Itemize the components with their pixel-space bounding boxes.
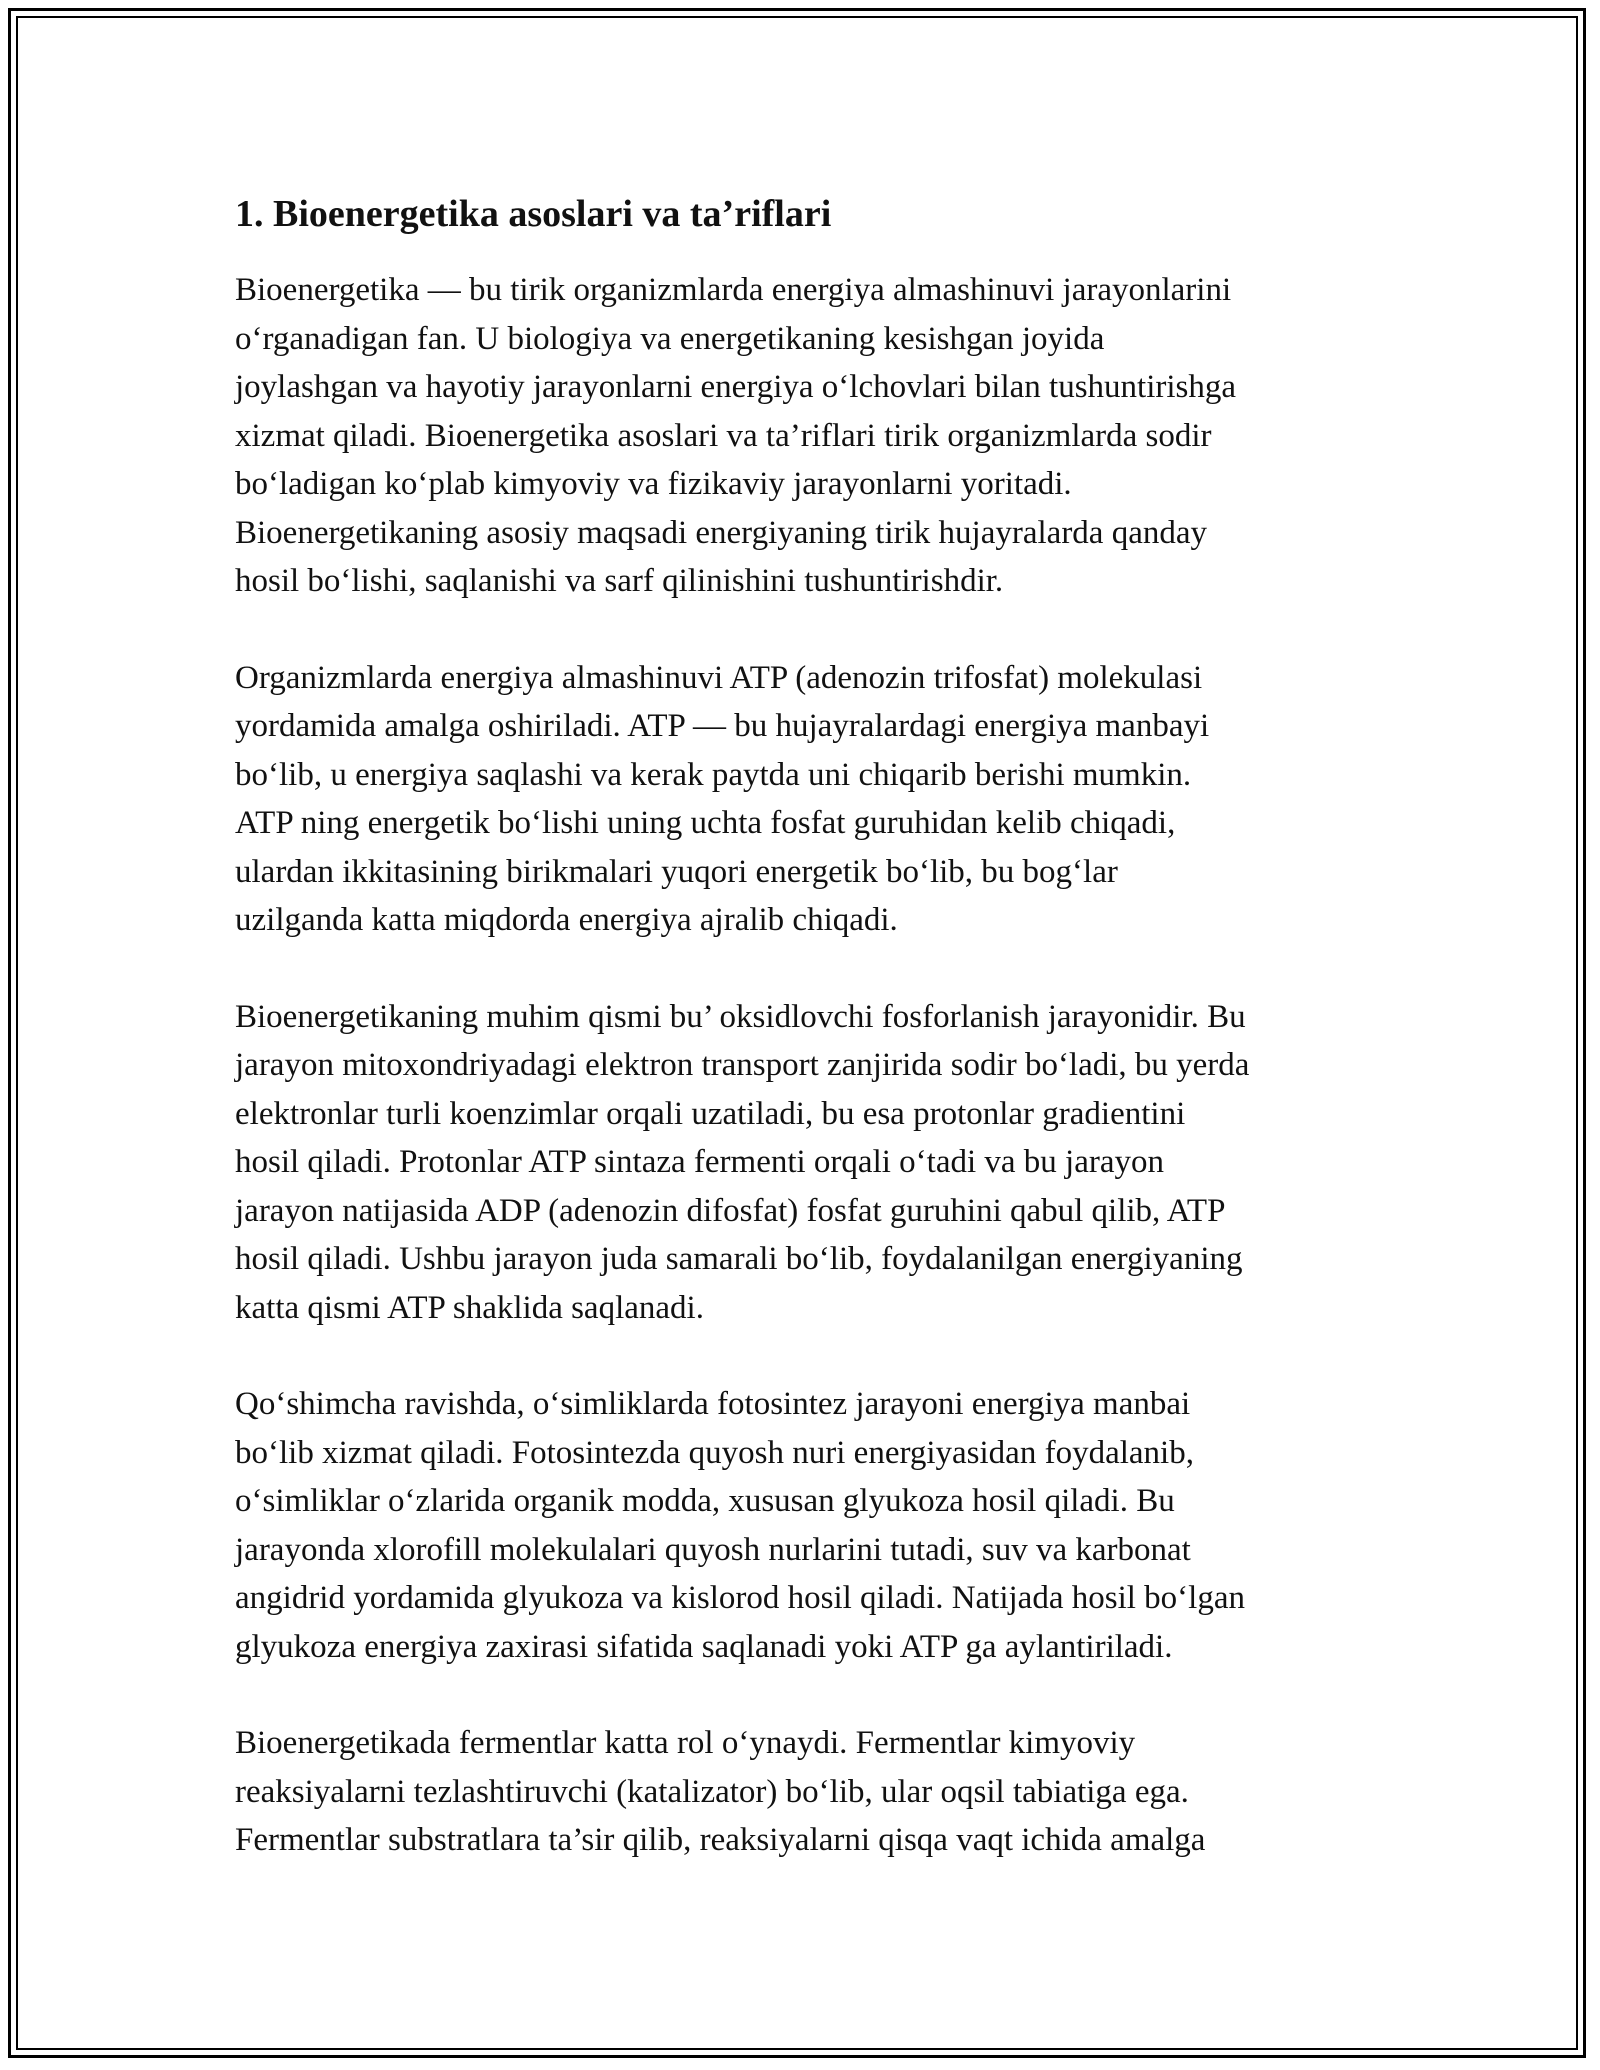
text-line: angidrid yordamida glyukoza va kislorod hosil qiladi. Natijada hosil bo‘lgan (235, 1580, 1245, 1616)
text-line: Bioenergetika — bu tirik organizmlarda energiya almashinuvi jarayonlarini (235, 272, 1232, 308)
text-line: reaksiyalarni tezlashtiruvchi (katalizator) bo‘lib, ular oqsil tabiatiga ega. (235, 1773, 1189, 1810)
text-line: hosil qiladi. Protonlar ATP sintaza fermenti orqali o‘tadi va bu jarayon (235, 1144, 1164, 1180)
text-line: katta qismi ATP shaklida saqlanadi. (235, 1289, 704, 1326)
text-line: jarayon natijasida ADP (adenozin difosfat) fosfat guruhini qabul qilib, ATP (235, 1192, 1226, 1229)
text-line: bo‘ladigan ko‘plab kimyoviy va fizikaviy jarayonlarni yoritadi. (235, 466, 1072, 502)
text-line: jarayonda xlorofill molekulalari quyosh nurlarini tutadi, suv va karbonat (235, 1531, 1191, 1568)
text-line: ulardan ikkitasining birikmalari yuqori energetik bo‘lib, bu bog‘lar (235, 853, 1118, 890)
text-line: Bioenergetikaning asosiy maqsadi energiyaning tirik hujayralarda qanday (235, 514, 1208, 551)
paragraph-5 (235, 1719, 1370, 1865)
text-line: Organizmlarda energiya almashinuvi ATP (adenozin trifosfat) molekulasi (235, 659, 1203, 696)
text-line: bo‘lib xizmat qiladi. Fotosintezda quyosh nuri energiyasidan foydalanib, (235, 1434, 1194, 1471)
paragraph-3 (235, 993, 1370, 1333)
text-line: hosil qiladi. Ushbu jarayon juda samarali bo‘lib, foydalanilgan energiyaning (235, 1241, 1243, 1277)
paragraph-2 (235, 654, 1370, 945)
text-line: joylashgan va hayotiy jarayonlarni energiya o‘lchovlari bilan tushuntirishga (235, 369, 1237, 405)
text-line: glyukoza energiya zaxirasi sifatida saqlanadi yoki ATP ga aylantiriladi. (235, 1628, 1173, 1665)
text-line: o‘rganadigan fan. U biologiya va energetikaning kesishgan joyida (235, 320, 1105, 357)
text-line: uzilganda katta miqdorda energiya ajralib chiqadi. (235, 902, 898, 938)
text-line: o‘simliklar o‘zlarida organik modda, xususan glyukoza hosil qiladi. Bu (235, 1483, 1175, 1519)
document-body (235, 188, 1370, 1913)
paragraph-1 (235, 266, 1370, 606)
text-line: jarayon mitoxondriyadagi elektron transport zanjirida sodir bo‘ladi, bu yerda (235, 1047, 1250, 1083)
text-line: hosil bo‘lishi, saqlanishi va sarf qilinishini tushuntirishdir. (235, 563, 1004, 599)
text-line: Qo‘shimcha ravishda, o‘simliklarda fotosintez jarayoni energiya manbai (235, 1386, 1191, 1422)
text-line: elektronlar turli koenzimlar orqali uzatiladi, bu esa protonlar gradientini (235, 1095, 1186, 1132)
text-line: Bioenergetikaning muhim qismi bu’ oksidlovchi fosforlanish jarayonidir. Bu (235, 998, 1246, 1035)
text-line: xizmat qiladi. Bioenergetika asoslari va ta’riflari tirik organizmlarda sodir (235, 417, 1212, 454)
section-heading: 1. Bioenergetika asoslari va ta’riflari (235, 193, 832, 235)
text-line: ATP ning energetik bo‘lishi uning uchta fosfat guruhidan kelib chiqadi, (235, 805, 1176, 841)
text-line: Fermentlar substratlara ta’sir qilib, reaksiyalarni qisqa vaqt ichida amalga (235, 1822, 1206, 1858)
text-line: Bioenergetikada fermentlar katta rol o‘ynaydi. Fermentlar kimyoviy (235, 1725, 1136, 1761)
paragraph-4 (235, 1380, 1370, 1671)
text-line: yordamida amalga oshiriladi. ATP — bu hujayralardagi energiya manbayi (235, 708, 1210, 744)
text-line: bo‘lib, u energiya saqlashi va kerak paytda uni chiqarib berishi mumkin. (235, 756, 1192, 793)
